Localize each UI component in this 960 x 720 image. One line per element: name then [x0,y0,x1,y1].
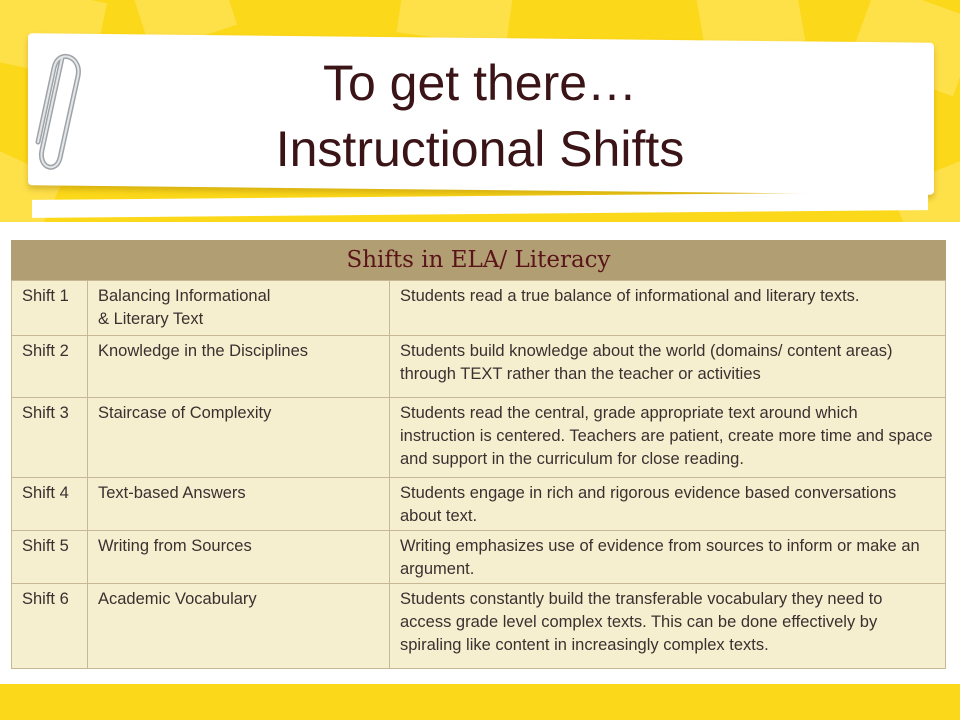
table-row [12,398,946,478]
slide-title [0,50,960,182]
shift-name-line: Knowledge in the Disciplines [98,342,309,360]
shift-number: Shift 3 [12,398,88,478]
shift-name-line: Writing from Sources [98,537,252,555]
table-row [12,584,946,669]
shift-name-line: & Literary Text [98,310,204,328]
shift-description: Students read the central, grade appropriate text around which instruction is centered. Teachers are patient, create more time and space and support in the curriculum for close reading. [390,398,946,478]
shift-name [88,584,390,669]
shift-name [88,478,390,531]
shift-name-line: Text-based Answers [98,484,246,502]
shift-number: Shift 5 [12,531,88,584]
shift-description: Students read a true balance of informational and literary texts. [390,281,946,336]
title-line-1: To get there… [322,55,638,111]
shift-name [88,398,390,478]
shift-name-line: Academic Vocabulary [98,590,257,608]
shift-number: Shift 1 [12,281,88,336]
shift-number: Shift 4 [12,478,88,531]
table-row [12,478,946,531]
table-row [12,281,946,336]
table-row [12,336,946,398]
shift-number: Shift 2 [12,336,88,398]
shift-description: Students constantly build the transferable vocabulary they need to access grade level complex texts. This can be done effectively by spiraling like content in increasingly complex texts. [390,584,946,669]
shift-name [88,336,390,398]
shift-name-line: Balancing Informational [98,287,271,305]
shift-description: Students build knowledge about the world (domains/ content areas) through TEXT rather than the teacher or activities [390,336,946,398]
title-line-2: Instructional Shifts [275,121,685,177]
shift-name [88,281,390,336]
shift-number: Shift 6 [12,584,88,669]
shift-name [88,531,390,584]
table-row [12,531,946,584]
shift-description: Writing emphasizes use of evidence from sources to inform or make an argument. [390,531,946,584]
shift-name-line: Staircase of Complexity [98,404,272,422]
shift-description: Students engage in rich and rigorous evidence based conversations about text. [390,478,946,531]
bottom-band [0,684,960,720]
table-caption: Shifts in ELA/ Literacy [11,240,946,280]
shifts-table [11,240,946,669]
